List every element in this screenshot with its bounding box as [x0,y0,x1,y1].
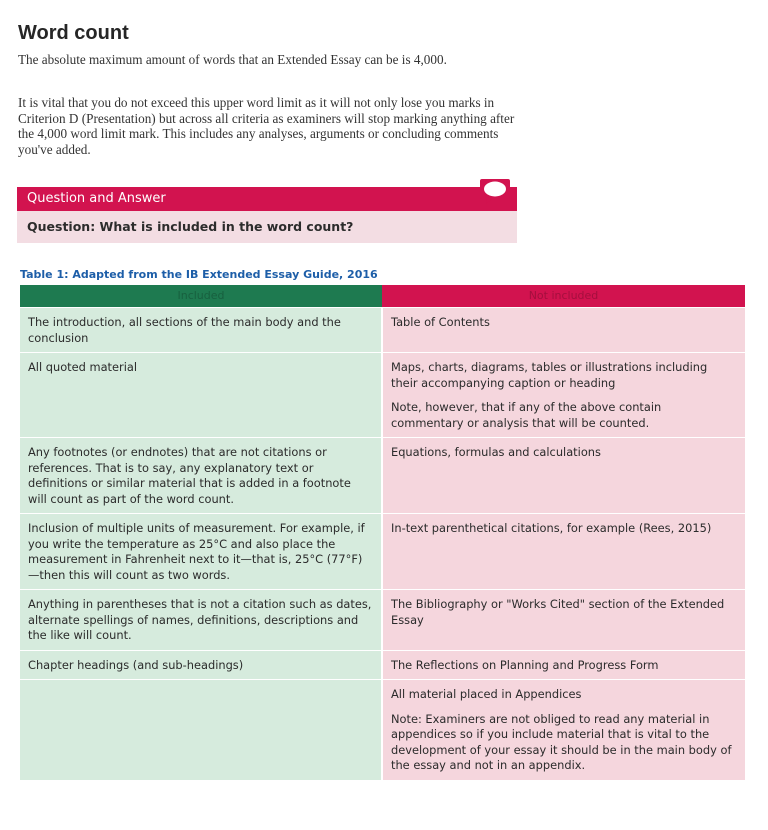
warning-paragraph: It is vital that you do not exceed this upper word limit as it will not only lose you marks in Criterion D (Presentation) but across all criteria as examiners will stop marking anything after the 4,000 word limit mark. This includes any analyses, arguments or concluding comments you've added. [18,95,515,157]
cell-text: Note, however, that if any of the above contain commentary or analysis that will be counted. [391,400,662,430]
cell-text: In-text parenthetical citations, for example (Rees, 2015) [391,521,712,535]
word-count-table [20,285,745,780]
table-header-row [20,285,745,308]
included-cell [20,438,382,514]
included-cell [20,308,382,353]
cell-text: Maps, charts, diagrams, tables or illustrations including their accompanying caption or heading [391,360,708,390]
cell-text: Equations, formulas and calculations [391,445,601,459]
section-title: Word count [18,22,129,44]
cell-text: Inclusion of multiple units of measurement. For example, if you write the temperature as 25°C and also place the measurement in Fahrenheit next to it—that is, 25°C (77°F)—then this will count as two words. [28,521,365,582]
included-cell [20,514,382,590]
not-included-cell [382,514,745,590]
not-included-cell [382,308,745,353]
not-included-cell [382,353,745,438]
table-row [20,353,745,438]
cell-text: All material placed in Appendices [391,687,582,701]
column-header-not-included: Not included [382,285,745,308]
table-row [20,514,745,590]
qa-question-box [17,211,517,243]
table-row [20,438,745,514]
not-included-cell [382,590,745,651]
not-included-cell [382,680,745,780]
qa-header-bar [17,187,517,211]
not-included-cell [382,650,745,680]
cell-text: Chapter headings (and sub-headings) [28,657,244,672]
cell-text: Any footnotes (or endnotes) that are not citations or references. That is to say, any explanatory text or definitions or similar material that is added in a footnote will count as part of the word count. [28,445,351,506]
table-body [20,308,745,780]
table-row [20,308,745,353]
cell-text: All quoted material [28,360,138,374]
intro-paragraph: The absolute maximum amount of words that an Extended Essay can be is 4,000. [18,52,447,67]
qa-header-label: Question and Answer [27,191,166,206]
included-cell [20,650,382,680]
column-header-included: Included [20,285,382,308]
included-cell [20,590,382,651]
speech-bubble-icon [478,176,512,206]
table-row [20,650,745,680]
table-row [20,680,745,780]
cell-text: Note: Examiners are not obliged to read any material in appendices so if you include material that is vital to the development of your essay it should be in the main body of the essay and not in an appendix. [391,711,732,772]
table-caption: Table 1: Adapted from the IB Extended Essay Guide, 2016 [20,268,378,281]
cell-text: Table of Contents [391,315,490,329]
not-included-cell [382,438,745,514]
qa-question-text: Question: What is included in the word count? [27,219,354,234]
cell-text: Anything in parentheses that is not a citation such as dates, alternate spellings of names, definitions, descriptions and the like will count. [28,597,372,642]
cell-text: The Bibliography or "Works Cited" section of the Extended Essay [391,597,725,627]
table-row [20,590,745,651]
included-cell [20,353,382,438]
cell-text: The introduction, all sections of the main body and the conclusion [28,315,341,345]
included-cell [20,680,382,780]
cell-text: The Reflections on Planning and Progress Form [391,657,659,672]
